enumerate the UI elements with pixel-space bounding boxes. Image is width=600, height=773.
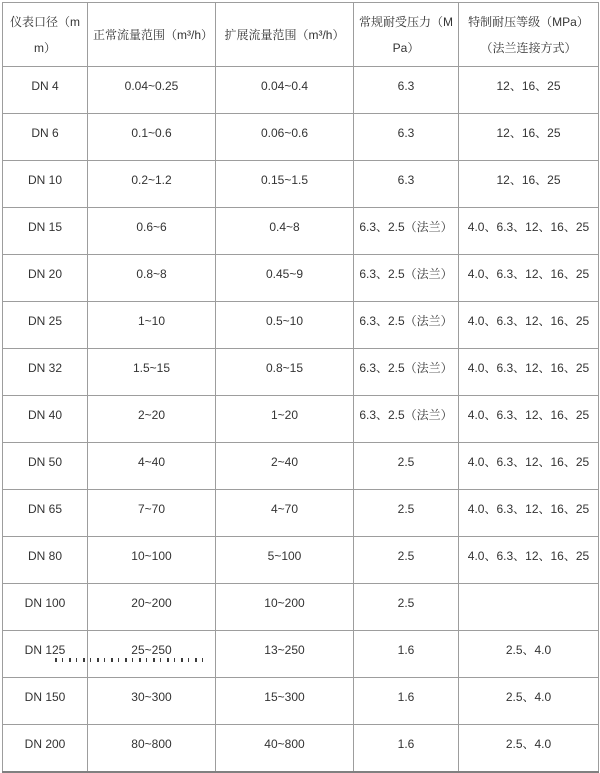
table-cell: 2.5 bbox=[354, 443, 459, 490]
table-row bbox=[3, 396, 599, 443]
table-cell: 0.5~10 bbox=[216, 302, 354, 349]
table-row bbox=[3, 161, 599, 208]
table-cell: 6.3、2.5（法兰） bbox=[354, 208, 459, 255]
table-cell: 7~70 bbox=[88, 490, 216, 537]
table-row bbox=[3, 67, 599, 114]
table-cell: 0.8~15 bbox=[216, 349, 354, 396]
table-cell: DN 15 bbox=[3, 208, 88, 255]
table-cell: 25~250 bbox=[88, 631, 216, 678]
table-cell: 4.0、6.3、12、16、25 bbox=[459, 255, 599, 302]
table-cell: 2.5、4.0 bbox=[459, 678, 599, 725]
table-row bbox=[3, 490, 599, 537]
table-row bbox=[3, 302, 599, 349]
table-cell: DN 20 bbox=[3, 255, 88, 302]
table-cell: DN 65 bbox=[3, 490, 88, 537]
table-cell: 1.6 bbox=[354, 631, 459, 678]
table-cell: 12、16、25 bbox=[459, 114, 599, 161]
table-row bbox=[3, 725, 599, 773]
table-row bbox=[3, 678, 599, 725]
table-cell: 40~800 bbox=[216, 725, 354, 773]
table-cell: 6.3 bbox=[354, 67, 459, 114]
table-row bbox=[3, 537, 599, 584]
table-cell: 6.3、2.5（法兰） bbox=[354, 255, 459, 302]
table-cell: DN 10 bbox=[3, 161, 88, 208]
table-cell: 2.5 bbox=[354, 537, 459, 584]
table-cell: 2.5 bbox=[354, 490, 459, 537]
table-cell: 2.5 bbox=[354, 584, 459, 631]
table-cell: 0.4~8 bbox=[216, 208, 354, 255]
table-cell: 30~300 bbox=[88, 678, 216, 725]
table-cell: 10~100 bbox=[88, 537, 216, 584]
table-cell: 6.3 bbox=[354, 114, 459, 161]
column-header: 正常流量范围（m³/h） bbox=[88, 3, 216, 67]
table-cell: 0.04~0.25 bbox=[88, 67, 216, 114]
table-row bbox=[3, 349, 599, 396]
table-cell: 4.0、6.3、12、16、25 bbox=[459, 349, 599, 396]
table-cell bbox=[459, 584, 599, 631]
table-cell: 13~250 bbox=[216, 631, 354, 678]
table-body bbox=[3, 67, 599, 773]
table-cell: DN 50 bbox=[3, 443, 88, 490]
table-row bbox=[3, 584, 599, 631]
table-cell: 4.0、6.3、12、16、25 bbox=[459, 208, 599, 255]
table-cell: 0.1~0.6 bbox=[88, 114, 216, 161]
table-cell: DN 40 bbox=[3, 396, 88, 443]
table-cell: 2~40 bbox=[216, 443, 354, 490]
table-cell: 6.3、2.5（法兰） bbox=[354, 396, 459, 443]
table-cell: 4~40 bbox=[88, 443, 216, 490]
table-cell: 0.06~0.6 bbox=[216, 114, 354, 161]
table-cell: 80~800 bbox=[88, 725, 216, 773]
table-cell: 15~300 bbox=[216, 678, 354, 725]
table-cell: DN 150 bbox=[3, 678, 88, 725]
table-cell: 4~70 bbox=[216, 490, 354, 537]
table-cell: 1.5~15 bbox=[88, 349, 216, 396]
table-cell: DN 80 bbox=[3, 537, 88, 584]
table-row bbox=[3, 208, 599, 255]
table-cell: 20~200 bbox=[88, 584, 216, 631]
table-cell: 4.0、6.3、12、16、25 bbox=[459, 302, 599, 349]
column-header: 扩展流量范围（m³/h） bbox=[216, 3, 354, 67]
table-cell: 1~10 bbox=[88, 302, 216, 349]
table-cell: 1~20 bbox=[216, 396, 354, 443]
column-header: 常规耐受压力（MPa） bbox=[354, 3, 459, 67]
table-cell: DN 200 bbox=[3, 725, 88, 773]
table-cell: DN 125 bbox=[3, 631, 88, 678]
table-header-row bbox=[3, 3, 599, 67]
table-cell: 2.5、4.0 bbox=[459, 725, 599, 773]
table-cell: 5~100 bbox=[216, 537, 354, 584]
table-row bbox=[3, 631, 599, 678]
table-cell: 4.0、6.3、12、16、25 bbox=[459, 443, 599, 490]
table-cell: 1.6 bbox=[354, 725, 459, 773]
table-cell: 0.8~8 bbox=[88, 255, 216, 302]
clipped-caption-fragments bbox=[55, 658, 205, 662]
table-cell: DN 32 bbox=[3, 349, 88, 396]
table-cell: DN 100 bbox=[3, 584, 88, 631]
table-cell: DN 25 bbox=[3, 302, 88, 349]
table-cell: 0.6~6 bbox=[88, 208, 216, 255]
table-cell: 4.0、6.3、12、16、25 bbox=[459, 490, 599, 537]
column-header: 特制耐压等级（MPa）（法兰连接方式） bbox=[459, 3, 599, 67]
table-row bbox=[3, 443, 599, 490]
table-cell: 6.3、2.5（法兰） bbox=[354, 349, 459, 396]
table-row bbox=[3, 255, 599, 302]
table-cell: 4.0、6.3、12、16、25 bbox=[459, 537, 599, 584]
table-cell: 1.6 bbox=[354, 678, 459, 725]
table-cell: 6.3 bbox=[354, 161, 459, 208]
table-cell: 4.0、6.3、12、16、25 bbox=[459, 396, 599, 443]
column-header: 仪表口径（mm） bbox=[3, 3, 88, 67]
table-cell: 2~20 bbox=[88, 396, 216, 443]
table-row bbox=[3, 114, 599, 161]
table-cell: 10~200 bbox=[216, 584, 354, 631]
table-cell: DN 4 bbox=[3, 67, 88, 114]
table-cell: 0.15~1.5 bbox=[216, 161, 354, 208]
table-cell: 0.2~1.2 bbox=[88, 161, 216, 208]
table-cell: 2.5、4.0 bbox=[459, 631, 599, 678]
table-cell: 6.3、2.5（法兰） bbox=[354, 302, 459, 349]
table-cell: 12、16、25 bbox=[459, 161, 599, 208]
table-cell: 0.04~0.4 bbox=[216, 67, 354, 114]
table-cell: 0.45~9 bbox=[216, 255, 354, 302]
table-cell: 12、16、25 bbox=[459, 67, 599, 114]
table-cell: DN 6 bbox=[3, 114, 88, 161]
